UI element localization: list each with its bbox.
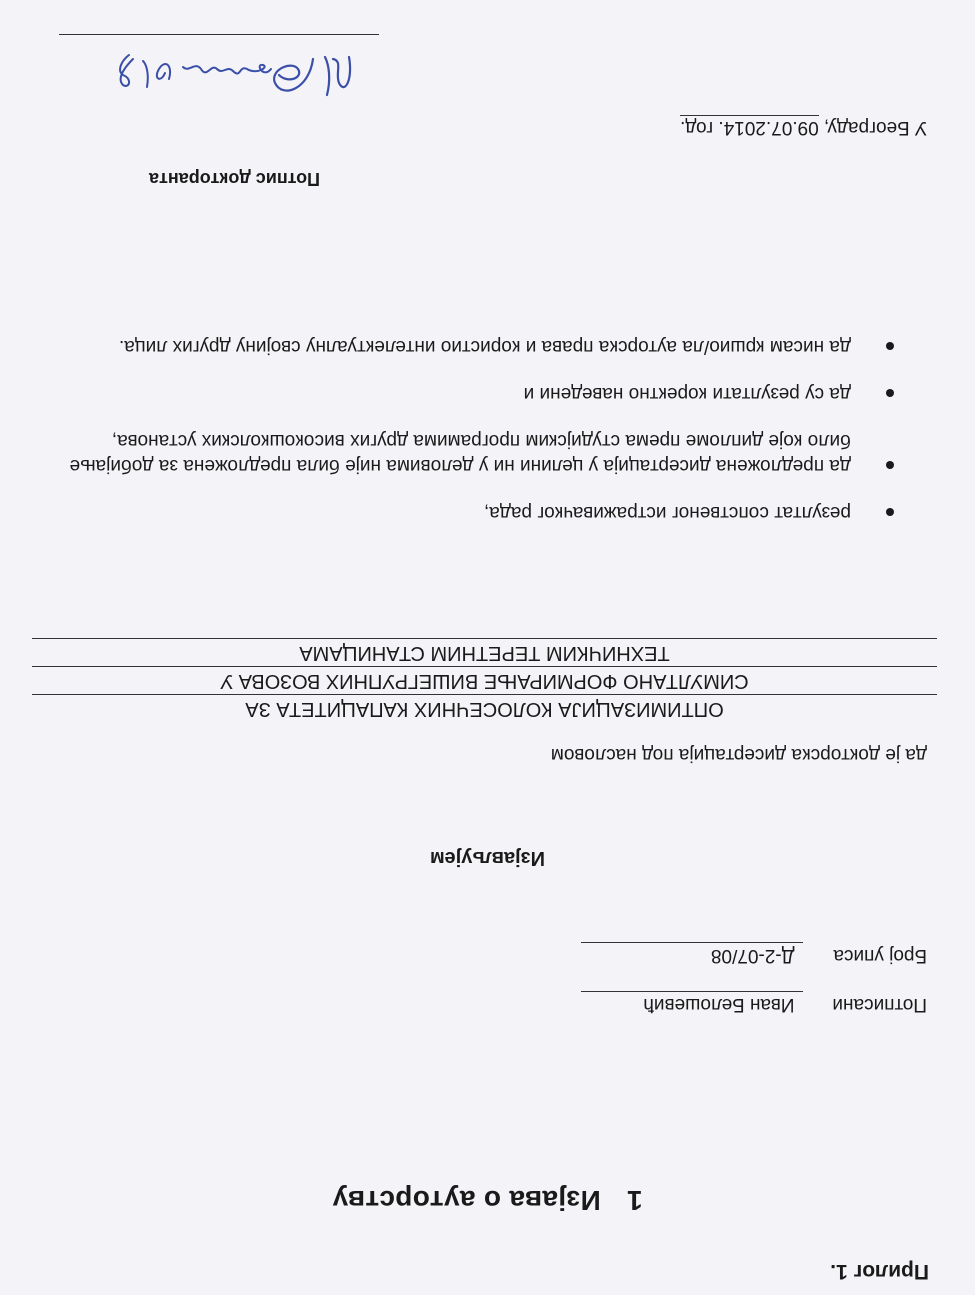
declaration-list — [67, 312, 927, 525]
declaration-intro: да је докторска дисертација под насловом — [550, 744, 927, 765]
appendix-label: Прилог 1. — [830, 1260, 929, 1283]
list-item — [67, 428, 927, 478]
thesis-title-line: ОПТИМИЗАЦИЈА КОЛОСЕЧНИХ КАПАЦИТЕТА ЗА — [32, 694, 937, 722]
list-item — [67, 334, 927, 359]
signature-line — [59, 34, 379, 35]
handwritten-signature — [99, 39, 379, 109]
bullet-icon — [886, 461, 894, 469]
declaration-title: Изјављујем — [430, 847, 545, 869]
list-item — [67, 381, 927, 406]
page-heading — [0, 1184, 975, 1216]
bullet-icon — [886, 342, 894, 350]
index-value: Д-2-07/08 — [581, 942, 803, 966]
thesis-title — [32, 638, 937, 722]
bullet-icon — [886, 389, 894, 397]
index-row — [581, 942, 927, 966]
signed-label: Потписани — [832, 994, 927, 1015]
heading-number: 1 — [626, 1185, 643, 1216]
list-item-text: да су резултати коректно наведени и — [523, 383, 851, 404]
list-item-text: да нисам кршио/ла ауторска права и користио интелектуалну својину других лица. — [118, 336, 851, 357]
thesis-title-line: СИМУЛТАНО ФОРМИРАЊЕ ВИШЕГРУПНИХ ВОЗОВА У — [32, 666, 937, 694]
place-label: У Београду, — [824, 117, 927, 138]
bullet-icon — [886, 508, 894, 516]
list-item — [67, 500, 927, 525]
signature-caption: Потпис докторанта — [149, 169, 320, 189]
signed-row — [581, 991, 927, 1015]
date-value: 09.07.2014. год. — [680, 117, 819, 138]
place-date — [680, 116, 927, 138]
signed-value: Иван Белошевић — [581, 991, 803, 1015]
heading-title: Изјава о ауторству — [332, 1185, 601, 1216]
list-item-text: да предложена дисертација у целини ни у деловима није била предложена за добијање било које дипломе према студијским програмима других високошколских установа, — [69, 430, 851, 476]
index-label: Број уписа — [833, 945, 927, 966]
list-item-text: резултат сопственог истраживачког рада, — [483, 502, 851, 523]
thesis-title-line: ТЕХНИЧКИМ ТЕРЕТНИМ СТАНИЦАМА — [32, 638, 937, 666]
